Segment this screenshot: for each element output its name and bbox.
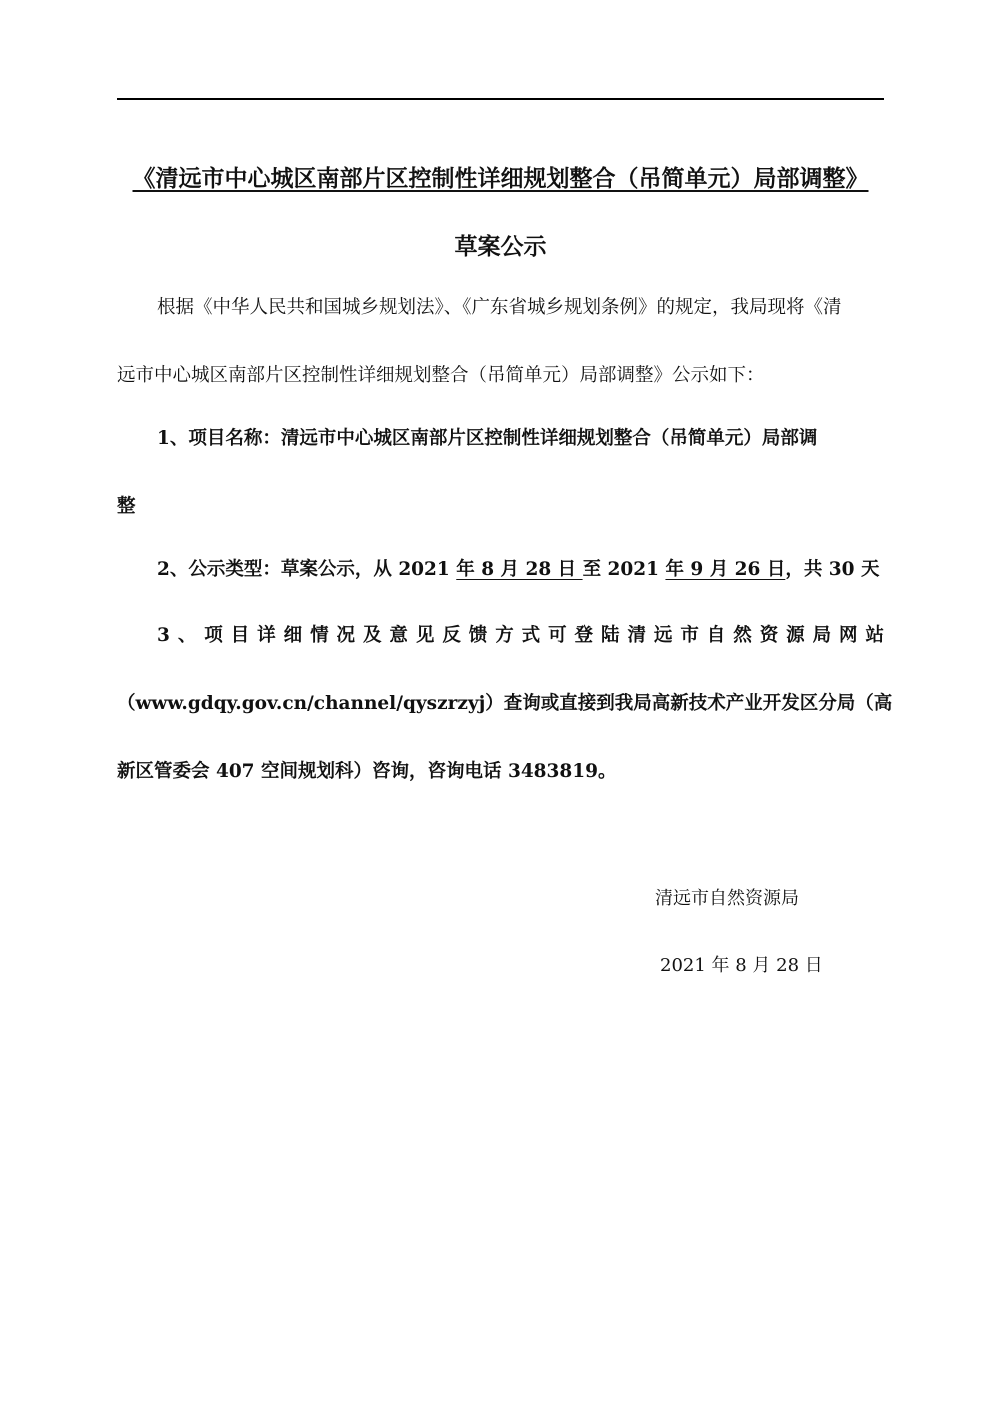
signature-date: 2021 年 8 月 28 日 <box>660 955 823 976</box>
document-title <box>117 160 884 193</box>
item-2-suffix: ，共 30 天 <box>785 559 880 580</box>
item-2-prefix: 2、公示类型：草案公示，从 2021 <box>157 559 457 580</box>
item-3-line-1: 3、项目详细情况及意见反馈方式可登陆清远市自然资源局网站 <box>157 625 884 646</box>
item-1 <box>117 405 884 541</box>
item-3-line-3: 新区管委会 407 空间规划科）咨询，咨询电话 3483819。 <box>117 761 617 782</box>
item-3-line-2: （www.gdqy.gov.cn/channel/qyszrzyj）查询或直接到我局高新技术产业开发区分局（高 <box>117 693 893 714</box>
document-title-text: 《清远市中心城区南部片区控制性详细规划整合（吊简单元）局部调整》 <box>132 165 869 192</box>
item-1-line-1: 1、项目名称：清远市中心城区南部片区控制性详细规划整合（吊简单元）局部调 <box>157 428 818 449</box>
item-2-middle: 至 2021 <box>582 559 666 580</box>
intro-line-1: 根据《中华人民共和国城乡规划法》、《广东省城乡规划条例》的规定，我局现将《清 <box>157 297 842 318</box>
item-2-start-date: 年 8 月 28 日 <box>456 559 583 580</box>
intro-paragraph <box>117 274 884 410</box>
signature-org: 清远市自然资源局 <box>655 888 799 909</box>
intro-line-2: 远市中心城区南部片区控制性详细规划整合（吊简单元）局部调整》公示如下： <box>117 365 765 386</box>
item-2-line <box>117 536 884 604</box>
item-2-end-date: 年 9 月 26 日 <box>665 559 786 580</box>
item-3 <box>117 602 893 806</box>
item-2 <box>117 536 884 604</box>
item-1-line-2: 整 <box>117 496 136 517</box>
header-rule <box>117 98 884 100</box>
document-subtitle: 草案公示 <box>454 233 547 260</box>
